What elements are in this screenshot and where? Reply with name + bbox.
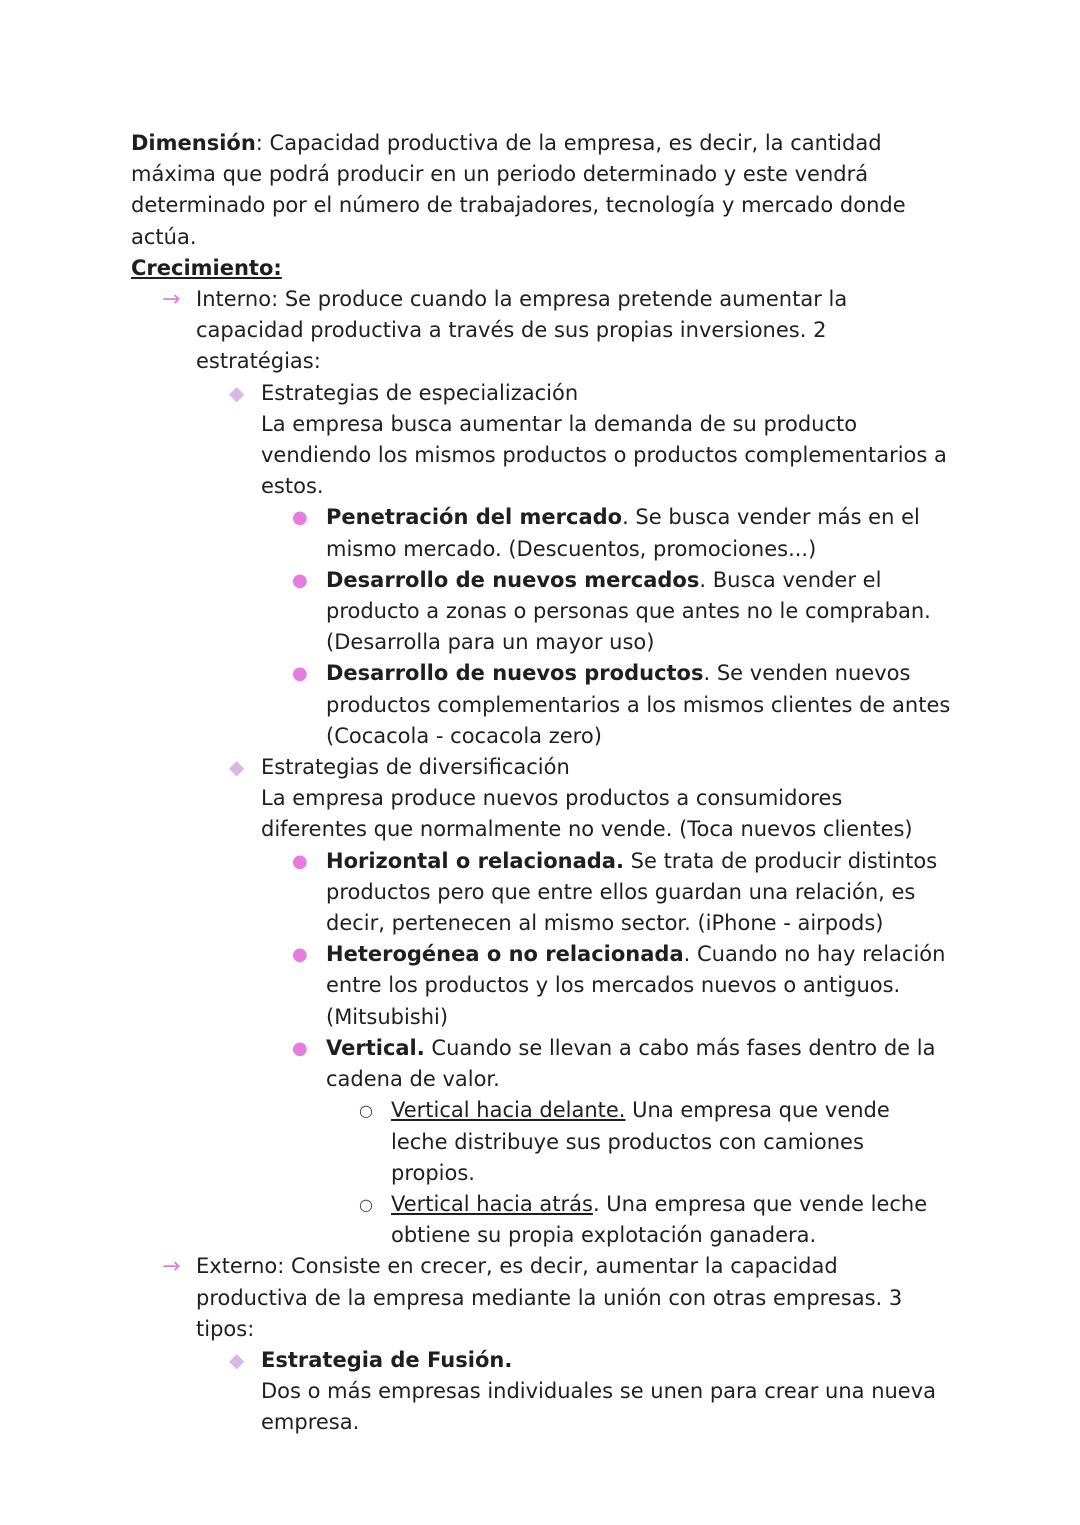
item-term: Penetración del mercado xyxy=(326,505,623,530)
sub-list-item xyxy=(131,1095,951,1189)
bullet-dot-icon: ● xyxy=(292,1037,308,1059)
item-text: . Se venden nuevos productos complementarios a los mismos clientes de antes (Cocacola - cocacola zero) xyxy=(326,661,951,748)
specialization-title: Estrategias de especialización xyxy=(261,380,579,405)
specialization-description: La empresa busca aumentar la demanda de su producto vendiendo los mismos productos o productos complementarios a estos. xyxy=(261,411,947,499)
item-text: . Busca vender el producto a zonas o personas que antes no le compraban. (Desarrolla para un mayor uso) xyxy=(326,567,931,655)
external-text: Externo: Consiste en crecer, es decir, aumentar la capacidad productiva de la empresa mediante la unión con otras empresas. 3 tipos: xyxy=(196,1254,903,1341)
item-text: Una empresa que vende leche distribuye sus productos con camiones propios. xyxy=(391,1098,890,1185)
dimension-term: Dimensión xyxy=(131,131,256,155)
item-term: Horizontal o relacionada. xyxy=(326,848,624,873)
item-text: Se trata de producir distintos productos pero que entre ellos guardan una relación, es decir, pertenecen al mismo sector. (iPhone - airpods) xyxy=(326,848,938,936)
diversification-title: Estrategias de diversificación xyxy=(261,755,570,780)
list-item xyxy=(131,846,951,940)
diamond-icon: ◆ xyxy=(229,380,245,405)
list-item xyxy=(131,939,951,1033)
item-term: Vertical hacia delante. xyxy=(391,1098,626,1123)
diamond-icon: ◆ xyxy=(229,1347,245,1372)
bullet-circle-icon: ○ xyxy=(359,1194,373,1214)
bullet-dot-icon: ● xyxy=(292,663,308,685)
bullet-dot-icon: ● xyxy=(292,507,308,529)
item-text: . Una empresa que vende leche obtiene su propia explotación ganadera. xyxy=(391,1191,928,1248)
arrow-icon: → xyxy=(162,287,181,313)
item-term: Vertical. xyxy=(326,1035,425,1060)
growth-heading: Crecimiento: xyxy=(131,255,282,280)
specialization-item xyxy=(131,378,951,409)
item-text: Cuando se llevan a cabo más fases dentro de la cadena de valor. xyxy=(326,1035,936,1092)
bullet-circle-icon: ○ xyxy=(359,1101,373,1121)
document-page xyxy=(131,128,951,1439)
bullet-dot-icon: ● xyxy=(292,569,308,591)
item-term: Vertical hacia atrás xyxy=(391,1191,593,1216)
sub-list-item xyxy=(131,1189,951,1251)
bullet-dot-icon: ● xyxy=(292,850,308,872)
internal-item xyxy=(131,284,951,378)
fusion-item xyxy=(131,1345,951,1376)
list-item xyxy=(131,1033,951,1095)
arrow-icon: → xyxy=(162,1254,181,1280)
dimension-paragraph xyxy=(131,128,951,253)
dimension-text: : Capacidad productiva de la empresa, es decir, la cantidad máxima que podrá producir en un periodo determinado y este vendrá determinado por el número de trabajadores, tecnología y mercado donde actúa. xyxy=(131,131,906,249)
diversification-item xyxy=(131,752,951,783)
list-item xyxy=(131,502,951,564)
internal-text: Interno: Se produce cuando la empresa pretende aumentar la capacidad productiva a través de sus propias inversiones. 2 estratégias: xyxy=(196,287,848,374)
item-term: Desarrollo de nuevos mercados xyxy=(326,567,700,592)
item-term: Desarrollo de nuevos productos xyxy=(326,661,704,686)
external-item xyxy=(131,1251,951,1345)
list-item xyxy=(131,565,951,659)
fusion-title: Estrategia de Fusión. xyxy=(261,1347,513,1372)
diamond-icon: ◆ xyxy=(229,755,245,780)
item-term: Heterogénea o no relacionada xyxy=(326,942,684,967)
item-text: . Se busca vender más en el mismo mercado. (Descuentos, promociones...) xyxy=(326,505,920,561)
list-item xyxy=(131,658,951,752)
fusion-description: Dos o más empresas individuales se unen para crear una nueva empresa. xyxy=(261,1379,937,1435)
bullet-dot-icon: ● xyxy=(292,944,308,966)
diversification-description: La empresa produce nuevos productos a consumidores diferentes que normalmente no vende. (Toca nuevos clientes) xyxy=(261,786,913,842)
item-text: . Cuando no hay relación entre los productos y los mercados nuevos o antiguos. (Mitsubishi) xyxy=(326,942,946,1029)
